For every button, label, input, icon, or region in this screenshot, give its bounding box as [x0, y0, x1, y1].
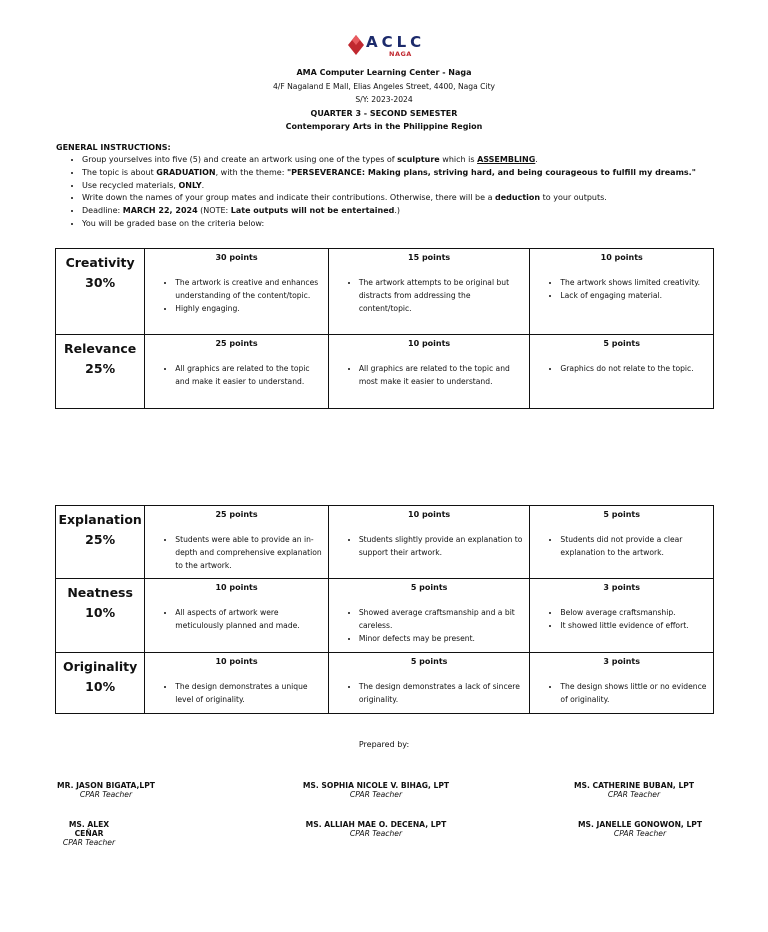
rubric-row-explanation	[56, 506, 714, 579]
logo-brand: ACLC	[366, 33, 426, 51]
instruction-item: • Use recycled materials, ONLY.	[82, 180, 726, 193]
signatory-name: MS. SOPHIA NICOLE V. BIHAG, LPT	[302, 781, 450, 790]
signatory	[54, 781, 158, 799]
signatory	[572, 820, 708, 838]
descriptor: • Graphics do not relate to the topic.	[560, 362, 707, 375]
points-label: 25 points	[215, 339, 258, 348]
score-cell	[530, 653, 714, 714]
signatory-role: CPAR Teacher	[613, 829, 667, 838]
criterion-cell	[56, 506, 145, 579]
signatory-role: CPAR Teacher	[62, 838, 116, 847]
score-cell	[328, 249, 530, 335]
instruction-item: • You will be graded base on the criteria below:	[82, 218, 726, 231]
descriptor: • Students did not provide a clear explanation to the artwork.	[560, 533, 707, 559]
signatory	[300, 820, 452, 838]
points-label: 25 points	[215, 510, 258, 519]
score-cell	[145, 335, 329, 409]
instruction-item: • Deadline: MARCH 22, 2024 (NOTE: Late outputs will not be entertained.)	[82, 205, 726, 218]
prepared-by-label: Prepared by:	[358, 740, 410, 749]
rubric-table-1	[55, 248, 714, 409]
signatory	[54, 820, 124, 847]
instructions-list	[56, 154, 726, 231]
descriptor: • All graphics are related to the topic and most make it easier to understand.	[359, 362, 524, 388]
signatory-name: MS. ALLIAH MAE O. DECENA, LPT	[305, 820, 447, 829]
signatory-name: MS. JANELLE GONOWON, LPT	[577, 820, 703, 829]
criterion-name: Relevance	[64, 341, 137, 356]
score-cell	[145, 653, 329, 714]
school-name: AMA Computer Learning Center - Naga	[296, 68, 472, 77]
descriptor: • Students were able to provide an in-depth and comprehensive explanation to the artwork.	[175, 533, 322, 572]
points-label: 5 points	[410, 583, 448, 592]
score-cell	[328, 653, 530, 714]
descriptor: • All graphics are related to the topic and make it easier to understand.	[175, 362, 322, 388]
descriptor: • Students slightly provide an explanation to support their artwork.	[359, 533, 524, 559]
descriptor: • The artwork shows limited creativity.	[560, 276, 707, 289]
criterion-weight: 10%	[85, 605, 116, 620]
descriptor: • All aspects of artwork were meticulously planned and made.	[175, 606, 322, 632]
signatory	[572, 781, 696, 799]
points-label: 5 points	[603, 510, 641, 519]
school-address: 4/F Nagaland E Mall, Elias Angeles Street, 4400, Naga City	[272, 81, 496, 91]
criterion-weight: 25%	[85, 361, 116, 376]
descriptor: • Below average craftsmanship.	[560, 606, 707, 619]
score-cell	[530, 506, 714, 579]
signatory-name: MS. CATHERINE BUBAN, LPT	[573, 781, 695, 790]
logo-subtitle: NAGA	[389, 50, 412, 58]
score-cell	[530, 335, 714, 409]
rubric-row-relevance	[56, 335, 714, 409]
descriptor: • The artwork attempts to be original but distracts from addressing the content/topic.	[359, 276, 524, 315]
points-label: 30 points	[215, 253, 258, 262]
criterion-cell	[56, 653, 145, 714]
signatory-name: MS. ALEX CEÑAR	[68, 820, 110, 838]
criterion-cell	[56, 579, 145, 653]
descriptor: • It showed little evidence of effort.	[560, 619, 707, 632]
signatory-role: CPAR Teacher	[79, 790, 133, 799]
score-cell	[145, 249, 329, 335]
criterion-weight: 30%	[85, 275, 116, 290]
points-label: 5 points	[410, 657, 448, 666]
score-cell	[145, 506, 329, 579]
points-label: 3 points	[603, 583, 641, 592]
criterion-weight: 25%	[85, 532, 116, 547]
rubric-row-neatness	[56, 579, 714, 653]
school-year: S/Y: 2023-2024	[355, 95, 413, 104]
points-label: 10 points	[215, 657, 258, 666]
points-label: 10 points	[600, 253, 643, 262]
score-cell	[145, 579, 329, 653]
descriptor: • The design demonstrates a unique level of originality.	[175, 680, 322, 706]
signatory-role: CPAR Teacher	[349, 829, 403, 838]
signatory-role: CPAR Teacher	[607, 790, 661, 799]
criterion-cell	[56, 249, 145, 335]
descriptor: • Showed average craftsmanship and a bit careless.	[359, 606, 524, 632]
general-instructions	[56, 143, 726, 231]
rubric-row-creativity	[56, 249, 714, 335]
criterion-weight: 10%	[85, 679, 116, 694]
criterion-name: Originality	[62, 659, 138, 674]
instruction-item: • Write down the names of your group mates and indicate their contributions. Otherwise, there will be a deduction to your outputs.	[82, 192, 726, 205]
criterion-name: Explanation	[58, 512, 142, 527]
descriptor: • Minor defects may be present.	[359, 632, 524, 645]
descriptor: • The artwork is creative and enhances understanding of the content/topic.	[175, 276, 322, 302]
descriptor: • The design demonstrates a lack of sincere originality.	[359, 680, 524, 706]
score-cell	[328, 335, 530, 409]
score-cell	[530, 249, 714, 335]
points-label: 10 points	[408, 339, 451, 348]
criterion-name: Creativity	[65, 255, 135, 270]
instruction-item: • Group yourselves into five (5) and create an artwork using one of the types of sculpture which is ASSEMBLING.	[82, 154, 726, 167]
points-label: 3 points	[603, 657, 641, 666]
descriptor: • Lack of engaging material.	[560, 289, 707, 302]
diamond-logo-icon	[346, 33, 368, 57]
score-cell	[328, 579, 530, 653]
rubric-row-originality	[56, 653, 714, 714]
instruction-item: • The topic is about GRADUATION, with the theme: "PERSEVERANCE: Making plans, striving hard, and being courageous to fulfill my dreams."	[82, 167, 726, 180]
score-cell	[328, 506, 530, 579]
points-label: 15 points	[408, 253, 451, 262]
instructions-title: GENERAL INSTRUCTIONS:	[56, 143, 171, 152]
points-label: 10 points	[408, 510, 451, 519]
signatory-role: CPAR Teacher	[349, 790, 403, 799]
points-label: 10 points	[215, 583, 258, 592]
descriptor: • The design shows little or no evidence of originality.	[560, 680, 707, 706]
subject-title: Contemporary Arts in the Philippine Region	[285, 122, 483, 131]
rubric-table-2	[55, 505, 714, 714]
criterion-name: Neatness	[67, 585, 133, 600]
points-label: 5 points	[603, 339, 641, 348]
criterion-cell	[56, 335, 145, 409]
score-cell	[530, 579, 714, 653]
signatory	[300, 781, 452, 799]
quarter-label: QUARTER 3 - SECOND SEMESTER	[310, 108, 458, 118]
descriptor: • Highly engaging.	[175, 302, 322, 315]
signatory-name: MR. JASON BIGATA,LPT	[57, 781, 155, 790]
document-header	[0, 66, 768, 134]
aclc-logo	[346, 33, 426, 61]
